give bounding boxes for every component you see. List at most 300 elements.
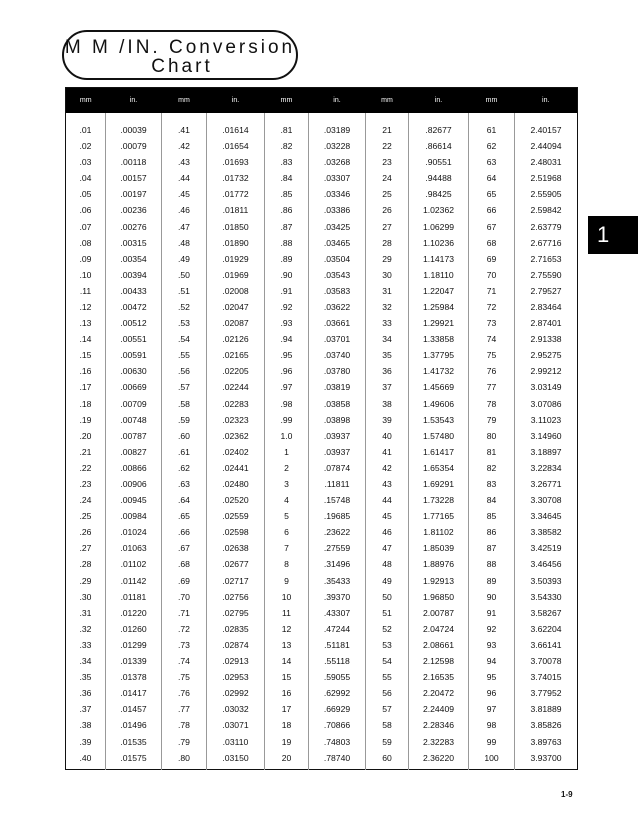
inch-value-cell: .00236 xyxy=(106,202,162,218)
mm-value-cell: 61 xyxy=(469,113,515,138)
mm-value-cell: .90 xyxy=(265,267,309,283)
mm-value-cell: .32 xyxy=(79,623,92,634)
inch-value-cell: .03583 xyxy=(309,283,366,299)
mm-value-cell: 63 xyxy=(469,154,515,170)
inch-value-cell: .00984 xyxy=(106,508,162,524)
column-header-mm: mm xyxy=(66,88,106,114)
mm-value-cell: .47 xyxy=(162,218,207,234)
table-row xyxy=(66,508,578,524)
inch-value-cell: 1.29921 xyxy=(409,315,469,331)
mm-value-cell: .55 xyxy=(162,347,207,363)
mm-value-cell: 46 xyxy=(366,524,409,540)
mm-value-cell: .36 xyxy=(79,688,92,699)
inch-value-cell: .02244 xyxy=(207,379,265,395)
inch-value-cell: .02362 xyxy=(207,428,265,444)
mm-value-cell: 72 xyxy=(469,299,515,315)
column-header-in: in. xyxy=(207,88,265,114)
table-row xyxy=(66,154,578,170)
mm-value-cell: .40 xyxy=(79,752,92,763)
inch-value-cell: 2.04724 xyxy=(409,621,469,637)
inch-value-cell: .03110 xyxy=(207,733,265,749)
inch-value-cell: .02559 xyxy=(207,508,265,524)
inch-value-cell: 1.57480 xyxy=(409,428,469,444)
inch-value-cell: 2.24409 xyxy=(409,701,469,717)
inch-value-cell: .02913 xyxy=(207,653,265,669)
mm-value-cell: .27 xyxy=(79,543,92,554)
table-row xyxy=(66,444,578,460)
mm-value-cell: .70 xyxy=(162,589,207,605)
inch-value-cell: 2.20472 xyxy=(409,685,469,701)
inch-value-cell: 2.44094 xyxy=(515,138,578,154)
inch-value-cell: .00630 xyxy=(106,363,162,379)
inch-value-cell: .03543 xyxy=(309,267,366,283)
mm-value-cell: 52 xyxy=(366,621,409,637)
mm-value-cell: .56 xyxy=(162,363,207,379)
inch-value-cell: 3.30708 xyxy=(515,492,578,508)
inch-value-cell: 1.37795 xyxy=(409,347,469,363)
table-row xyxy=(66,412,578,428)
mm-value-cell: .09 xyxy=(79,253,92,264)
mm-value-cell: 3 xyxy=(265,476,309,492)
inch-value-cell: .00079 xyxy=(106,138,162,154)
inch-value-cell: 3.93700 xyxy=(515,750,578,770)
mm-value-cell: .69 xyxy=(162,573,207,589)
inch-value-cell: 1.92913 xyxy=(409,573,469,589)
inch-value-cell: 2.67716 xyxy=(515,235,578,251)
page-title-line-2: Chart xyxy=(151,56,213,77)
table-row xyxy=(66,113,578,138)
inch-value-cell: .15748 xyxy=(309,492,366,508)
mm-value-cell: .62 xyxy=(162,460,207,476)
column-header-in: in. xyxy=(106,88,162,114)
mm-value-cell: .85 xyxy=(265,186,309,202)
table-row xyxy=(66,267,578,283)
inch-value-cell: .03858 xyxy=(309,396,366,412)
inch-value-cell: .01339 xyxy=(106,653,162,669)
inch-value-cell: 3.07086 xyxy=(515,396,578,412)
mm-value-cell: 28 xyxy=(366,235,409,251)
inch-value-cell: 1.96850 xyxy=(409,589,469,605)
table-row xyxy=(66,283,578,299)
inch-value-cell: .02441 xyxy=(207,460,265,476)
column-header-mm: mm xyxy=(162,88,207,114)
inch-value-cell: .86614 xyxy=(409,138,469,154)
table-row xyxy=(66,331,578,347)
inch-value-cell: .23622 xyxy=(309,524,366,540)
inch-value-cell: .03032 xyxy=(207,701,265,717)
mm-value-cell: .15 xyxy=(79,350,92,361)
inch-value-cell: .03386 xyxy=(309,202,366,218)
mm-value-cell: 1.0 xyxy=(265,428,309,444)
mm-value-cell: 11 xyxy=(265,605,309,621)
mm-value-cell: .13 xyxy=(79,318,92,329)
inch-value-cell: 2.48031 xyxy=(515,154,578,170)
table-row xyxy=(66,347,578,363)
mm-value-cell: .82 xyxy=(265,138,309,154)
inch-value-cell: .59055 xyxy=(309,669,366,685)
inch-value-cell: .00866 xyxy=(106,460,162,476)
mm-value-cell: .98 xyxy=(265,396,309,412)
inch-value-cell: .43307 xyxy=(309,605,366,621)
page-title-line-1: M M /IN. Conversion xyxy=(64,37,296,58)
mm-value-cell: 68 xyxy=(469,235,515,251)
inch-value-cell: .03937 xyxy=(309,428,366,444)
inch-value-cell: .03425 xyxy=(309,218,366,234)
mm-value-cell: .42 xyxy=(162,138,207,154)
inch-value-cell: .01496 xyxy=(106,717,162,733)
mm-value-cell: .54 xyxy=(162,331,207,347)
mm-value-cell: 39 xyxy=(366,412,409,428)
table-row xyxy=(66,251,578,267)
table-row xyxy=(66,524,578,540)
mm-value-cell: 47 xyxy=(366,540,409,556)
inch-value-cell: .03740 xyxy=(309,347,366,363)
inch-value-cell: 1.45669 xyxy=(409,379,469,395)
inch-value-cell: 2.87401 xyxy=(515,315,578,331)
mm-value-cell: 1 xyxy=(265,444,309,460)
mm-value-cell: 83 xyxy=(469,476,515,492)
inch-value-cell: .00709 xyxy=(106,396,162,412)
mm-value-cell: .71 xyxy=(162,605,207,621)
mm-value-cell: .79 xyxy=(162,733,207,749)
inch-value-cell: .07874 xyxy=(309,460,366,476)
section-tab: 1 xyxy=(588,216,638,254)
mm-value-cell: .49 xyxy=(162,251,207,267)
inch-value-cell: .00827 xyxy=(106,444,162,460)
mm-value-cell: .04 xyxy=(79,173,92,184)
inch-value-cell: .02323 xyxy=(207,412,265,428)
mm-value-cell: 36 xyxy=(366,363,409,379)
inch-value-cell: 3.03149 xyxy=(515,379,578,395)
mm-value-cell: .86 xyxy=(265,202,309,218)
inch-value-cell: .00906 xyxy=(106,476,162,492)
table-row xyxy=(66,428,578,444)
inch-value-cell: .02677 xyxy=(207,556,265,572)
inch-value-cell: 2.91338 xyxy=(515,331,578,347)
mm-value-cell: 49 xyxy=(366,573,409,589)
inch-value-cell: .03189 xyxy=(309,113,366,138)
mm-value-cell: .02 xyxy=(79,141,92,152)
column-header-mm: mm xyxy=(366,88,409,114)
inch-value-cell: .01535 xyxy=(106,733,162,749)
mm-value-cell: .43 xyxy=(162,154,207,170)
column-header-in: in. xyxy=(409,88,469,114)
table-row xyxy=(66,492,578,508)
mm-value-cell: 80 xyxy=(469,428,515,444)
inch-value-cell: .00276 xyxy=(106,218,162,234)
mm-value-cell: 75 xyxy=(469,347,515,363)
page-title xyxy=(62,30,298,80)
mm-value-cell: 54 xyxy=(366,653,409,669)
mm-value-cell: .14 xyxy=(79,334,92,345)
mm-value-cell: 4 xyxy=(265,492,309,508)
table-row xyxy=(66,685,578,701)
mm-value-cell: 92 xyxy=(469,621,515,637)
inch-value-cell: 3.18897 xyxy=(515,444,578,460)
inch-value-cell: 1.06299 xyxy=(409,218,469,234)
mm-value-cell: .25 xyxy=(79,511,92,522)
inch-value-cell: 3.54330 xyxy=(515,589,578,605)
inch-value-cell: .01417 xyxy=(106,685,162,701)
mm-value-cell: .11 xyxy=(79,285,92,296)
inch-value-cell: 3.11023 xyxy=(515,412,578,428)
mm-value-cell: 45 xyxy=(366,508,409,524)
inch-value-cell: 3.38582 xyxy=(515,524,578,540)
mm-value-cell: 58 xyxy=(366,717,409,733)
mm-value-cell: 74 xyxy=(469,331,515,347)
mm-value-cell: .50 xyxy=(162,267,207,283)
mm-value-cell: .64 xyxy=(162,492,207,508)
mm-value-cell: 87 xyxy=(469,540,515,556)
mm-value-cell: .99 xyxy=(265,412,309,428)
inch-value-cell: .00748 xyxy=(106,412,162,428)
inch-value-cell: 1.61417 xyxy=(409,444,469,460)
mm-value-cell: 2 xyxy=(265,460,309,476)
inch-value-cell: 1.88976 xyxy=(409,556,469,572)
column-header-mm: mm xyxy=(265,88,309,114)
mm-value-cell: 93 xyxy=(469,637,515,653)
mm-value-cell: 57 xyxy=(366,701,409,717)
table-row xyxy=(66,573,578,589)
inch-value-cell: .01457 xyxy=(106,701,162,717)
table-row xyxy=(66,218,578,234)
mm-value-cell: .24 xyxy=(79,495,92,506)
inch-value-cell: .01063 xyxy=(106,540,162,556)
mm-value-cell: 100 xyxy=(469,750,515,770)
inch-value-cell: 1.81102 xyxy=(409,524,469,540)
inch-value-cell: 2.79527 xyxy=(515,283,578,299)
inch-value-cell: 2.99212 xyxy=(515,363,578,379)
inch-value-cell: .66929 xyxy=(309,701,366,717)
inch-value-cell: .03622 xyxy=(309,299,366,315)
mm-value-cell: .01 xyxy=(79,125,92,135)
inch-value-cell: 1.65354 xyxy=(409,460,469,476)
mm-value-cell: 66 xyxy=(469,202,515,218)
mm-value-cell: 17 xyxy=(265,701,309,717)
inch-value-cell: .31496 xyxy=(309,556,366,572)
mm-value-cell: 53 xyxy=(366,637,409,653)
mm-value-cell: .38 xyxy=(79,720,92,731)
inch-value-cell: 1.85039 xyxy=(409,540,469,556)
mm-value-cell: .97 xyxy=(265,379,309,395)
mm-value-cell: 99 xyxy=(469,733,515,749)
mm-value-cell: 37 xyxy=(366,379,409,395)
mm-value-cell: .63 xyxy=(162,476,207,492)
inch-value-cell: 3.42519 xyxy=(515,540,578,556)
inch-value-cell: .02402 xyxy=(207,444,265,460)
inch-value-cell: 1.33858 xyxy=(409,331,469,347)
inch-value-cell: 3.85826 xyxy=(515,717,578,733)
inch-value-cell: .03898 xyxy=(309,412,366,428)
inch-value-cell: .02795 xyxy=(207,605,265,621)
mm-value-cell: 94 xyxy=(469,653,515,669)
inch-value-cell: .01142 xyxy=(106,573,162,589)
table-row xyxy=(66,379,578,395)
mm-value-cell: 96 xyxy=(469,685,515,701)
inch-value-cell: 2.95275 xyxy=(515,347,578,363)
inch-value-cell: .00551 xyxy=(106,331,162,347)
mm-value-cell: .83 xyxy=(265,154,309,170)
inch-value-cell: .00512 xyxy=(106,315,162,331)
inch-value-cell: .00433 xyxy=(106,283,162,299)
inch-value-cell: .02717 xyxy=(207,573,265,589)
inch-value-cell: .02835 xyxy=(207,621,265,637)
mm-value-cell: 31 xyxy=(366,283,409,299)
inch-value-cell: 2.55905 xyxy=(515,186,578,202)
inch-value-cell: .03701 xyxy=(309,331,366,347)
inch-value-cell: .00118 xyxy=(106,154,162,170)
mm-value-cell: 9 xyxy=(265,573,309,589)
mm-value-cell: 78 xyxy=(469,396,515,412)
mm-value-cell: 26 xyxy=(366,202,409,218)
inch-value-cell: 3.34645 xyxy=(515,508,578,524)
inch-value-cell: 1.53543 xyxy=(409,412,469,428)
column-header-mm: mm xyxy=(469,88,515,114)
mm-value-cell: .91 xyxy=(265,283,309,299)
inch-value-cell: 3.66141 xyxy=(515,637,578,653)
mm-value-cell: .68 xyxy=(162,556,207,572)
mm-value-cell: 91 xyxy=(469,605,515,621)
table-row xyxy=(66,186,578,202)
mm-value-cell: .46 xyxy=(162,202,207,218)
inch-value-cell: .35433 xyxy=(309,573,366,589)
inch-value-cell: 2.63779 xyxy=(515,218,578,234)
inch-value-cell: 1.18110 xyxy=(409,267,469,283)
mm-value-cell: .96 xyxy=(265,363,309,379)
mm-value-cell: 73 xyxy=(469,315,515,331)
mm-value-cell: 59 xyxy=(366,733,409,749)
mm-value-cell: .26 xyxy=(79,527,92,538)
mm-value-cell: 69 xyxy=(469,251,515,267)
mm-value-cell: .31 xyxy=(79,607,92,618)
table-row xyxy=(66,669,578,685)
mm-value-cell: 86 xyxy=(469,524,515,540)
mm-value-cell: 98 xyxy=(469,717,515,733)
mm-value-cell: 90 xyxy=(469,589,515,605)
mm-value-cell: 20 xyxy=(265,750,309,770)
inch-value-cell: .02126 xyxy=(207,331,265,347)
inch-value-cell: 2.32283 xyxy=(409,733,469,749)
mm-value-cell: .61 xyxy=(162,444,207,460)
mm-value-cell: 8 xyxy=(265,556,309,572)
table-row xyxy=(66,460,578,476)
inch-value-cell: .01024 xyxy=(106,524,162,540)
table-row xyxy=(66,621,578,637)
inch-value-cell: 2.16535 xyxy=(409,669,469,685)
inch-value-cell: .00669 xyxy=(106,379,162,395)
mm-value-cell: 34 xyxy=(366,331,409,347)
inch-value-cell: .01890 xyxy=(207,235,265,251)
inch-value-cell: 1.14173 xyxy=(409,251,469,267)
mm-value-cell: .84 xyxy=(265,170,309,186)
mm-value-cell: .80 xyxy=(162,750,207,770)
table-row xyxy=(66,701,578,717)
table-row xyxy=(66,138,578,154)
mm-value-cell: .21 xyxy=(79,446,92,457)
mm-value-cell: .95 xyxy=(265,347,309,363)
inch-value-cell: .01614 xyxy=(207,113,265,138)
inch-value-cell: .00315 xyxy=(106,235,162,251)
inch-value-cell: 2.00787 xyxy=(409,605,469,621)
inch-value-cell: 3.50393 xyxy=(515,573,578,589)
mm-value-cell: 6 xyxy=(265,524,309,540)
inch-value-cell: .03307 xyxy=(309,170,366,186)
mm-value-cell: 88 xyxy=(469,556,515,572)
table-row xyxy=(66,476,578,492)
table-row xyxy=(66,396,578,412)
table-row xyxy=(66,202,578,218)
table-row xyxy=(66,363,578,379)
mm-value-cell: 51 xyxy=(366,605,409,621)
table-row xyxy=(66,717,578,733)
mm-value-cell: .22 xyxy=(79,462,92,473)
inch-value-cell: 1.77165 xyxy=(409,508,469,524)
table-body xyxy=(66,113,578,769)
mm-value-cell: 85 xyxy=(469,508,515,524)
inch-value-cell: .02874 xyxy=(207,637,265,653)
mm-value-cell: .34 xyxy=(79,656,92,667)
inch-value-cell: .51181 xyxy=(309,637,366,653)
inch-value-cell: 1.49606 xyxy=(409,396,469,412)
inch-value-cell: .00591 xyxy=(106,347,162,363)
mm-value-cell: .76 xyxy=(162,685,207,701)
inch-value-cell: .82677 xyxy=(409,113,469,138)
inch-value-cell: .39370 xyxy=(309,589,366,605)
inch-value-cell: .02205 xyxy=(207,363,265,379)
mm-value-cell: 70 xyxy=(469,267,515,283)
mm-value-cell: .94 xyxy=(265,331,309,347)
mm-value-cell: 22 xyxy=(366,138,409,154)
mm-value-cell: .78 xyxy=(162,717,207,733)
table-row xyxy=(66,235,578,251)
mm-value-cell: 89 xyxy=(469,573,515,589)
mm-value-cell: 60 xyxy=(366,750,409,770)
mm-value-cell: .51 xyxy=(162,283,207,299)
mm-value-cell: 97 xyxy=(469,701,515,717)
mm-value-cell: 77 xyxy=(469,379,515,395)
inch-value-cell: .02598 xyxy=(207,524,265,540)
mm-value-cell: .60 xyxy=(162,428,207,444)
inch-value-cell: 3.70078 xyxy=(515,653,578,669)
mm-value-cell: .20 xyxy=(79,430,92,441)
inch-value-cell: 3.62204 xyxy=(515,621,578,637)
mm-value-cell: .48 xyxy=(162,235,207,251)
inch-value-cell: 3.46456 xyxy=(515,556,578,572)
inch-value-cell: .01220 xyxy=(106,605,162,621)
inch-value-cell: .03504 xyxy=(309,251,366,267)
inch-value-cell: .00945 xyxy=(106,492,162,508)
mm-value-cell: .77 xyxy=(162,701,207,717)
table-row xyxy=(66,540,578,556)
table-row xyxy=(66,170,578,186)
inch-value-cell: .74803 xyxy=(309,733,366,749)
inch-value-cell: .01969 xyxy=(207,267,265,283)
mm-value-cell: 79 xyxy=(469,412,515,428)
mm-value-cell: 71 xyxy=(469,283,515,299)
inch-value-cell: .03937 xyxy=(309,444,366,460)
mm-value-cell: .23 xyxy=(79,479,92,490)
inch-value-cell: 3.77952 xyxy=(515,685,578,701)
mm-value-cell: .37 xyxy=(79,704,92,715)
inch-value-cell: .01260 xyxy=(106,621,162,637)
inch-value-cell: .03346 xyxy=(309,186,366,202)
inch-value-cell: 1.10236 xyxy=(409,235,469,251)
mm-value-cell: 95 xyxy=(469,669,515,685)
inch-value-cell: .98425 xyxy=(409,186,469,202)
table-row xyxy=(66,750,578,770)
inch-value-cell: .01732 xyxy=(207,170,265,186)
mm-value-cell: 62 xyxy=(469,138,515,154)
